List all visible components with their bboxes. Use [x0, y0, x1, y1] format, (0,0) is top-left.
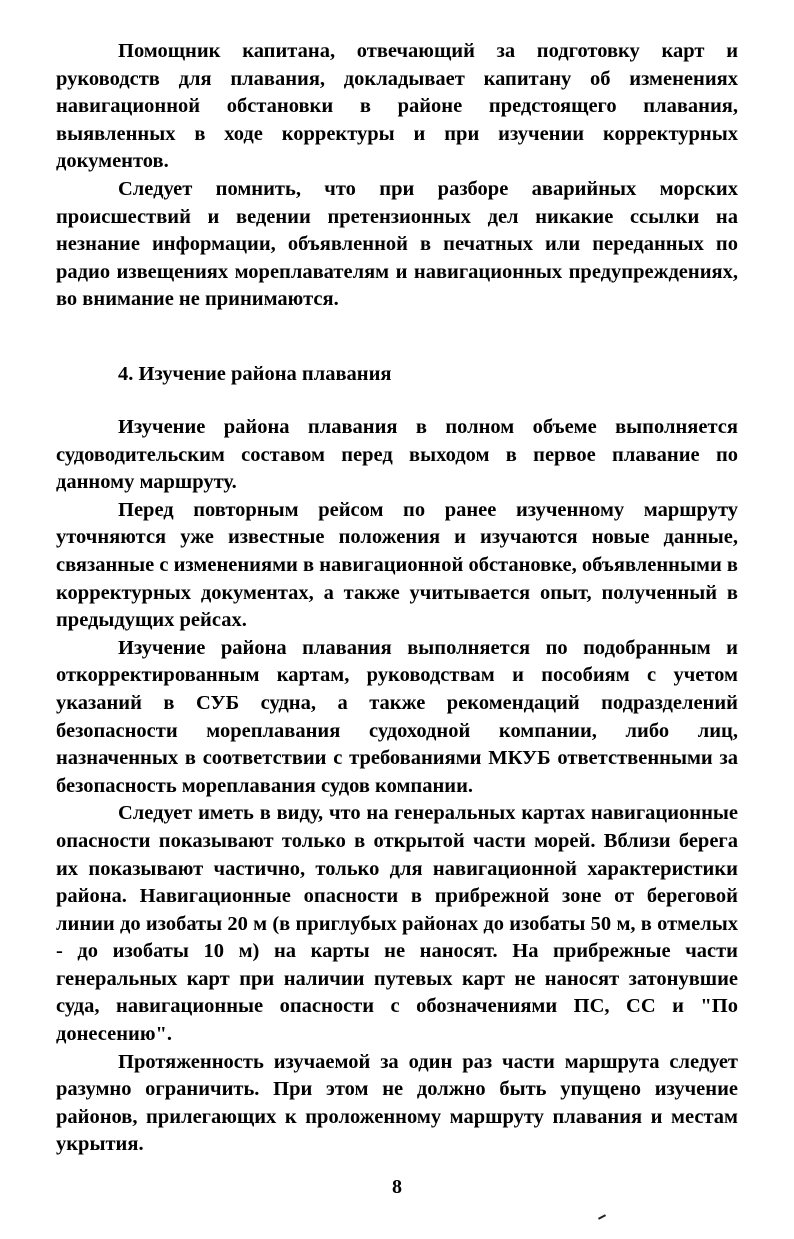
paragraph-repeat-voyage: Перед повторным рейсом по ранее изученному маршруту уточняются уже известные положения и изучаются новые данные, связанные с изменениями в навигационной обстановке, объявленными в корректурных документах, а также учитывается опыт, полученный в предыдущих рейсах.	[56, 498, 738, 632]
page-number: 8	[392, 1176, 402, 1198]
paragraph-general-charts: Следует иметь в виду, что на генеральных картах навигационные опасности показывают только в открытой части морей. Вблизи берега их показывают частично, только для навигационной характеристики района. Навигационные опасности в прибрежной зоне от береговой линии до изобаты 20 м (в приглубых районах до изобаты 50 м, в отмелых - до изобаты 10 м) на карты не наносят. На прибрежные части генеральных карт при наличии путевых карт не наносят затонувшие суда, навигационные опасности с обозначениями ПС, СС и "По донесению".	[56, 802, 738, 1046]
intro-text-block	[56, 38, 738, 314]
section-heading: 4. Изучение района плавания	[118, 363, 392, 385]
section-text-block	[56, 414, 738, 1159]
paragraph-full-study: Изучение района плавания в полном объеме выполняется судоводительским составом перед выходом в первое плавание по данному маршруту.	[56, 416, 738, 494]
paragraph-charts-and-guides: Изучение района плавания выполняется по подобранным и откорректированным картам, руководствам и пособиям с учетом указаний в СУБ судна, а также рекомендаций подразделений безопасности мореплавания судоходной компании, либо лиц, назначенных в соответствии с требованиями МКУБ ответственными за безопасность мореплавания судов компании.	[56, 636, 738, 797]
paragraph-chart-preparation: Помощник капитана, отвечающий за подготовку карт и руководств для плавания, докладывает капитану об изменениях навигационной обстановки в районе предстоящего плавания, выявленных в ходе корректуры и при изучении корректурных документов.	[56, 40, 738, 173]
paragraph-liability-note: Следует помнить, что при разборе аварийных морских происшествий и ведении претензионных дел никакие ссылки на незнание информации, объявленной в печатных или переданных по радио извещениях мореплавателям и навигационных предупреждениях, во внимание не принимаются.	[56, 177, 738, 311]
paragraph-route-length: Протяженность изучаемой за один раз части маршрута следует разумно ограничить. При этом не должно быть упущено изучение районов, прилегающих к проложенному маршруту плавания и местам укрытия.	[56, 1050, 738, 1156]
scan-artifact-mark	[598, 1214, 606, 1220]
